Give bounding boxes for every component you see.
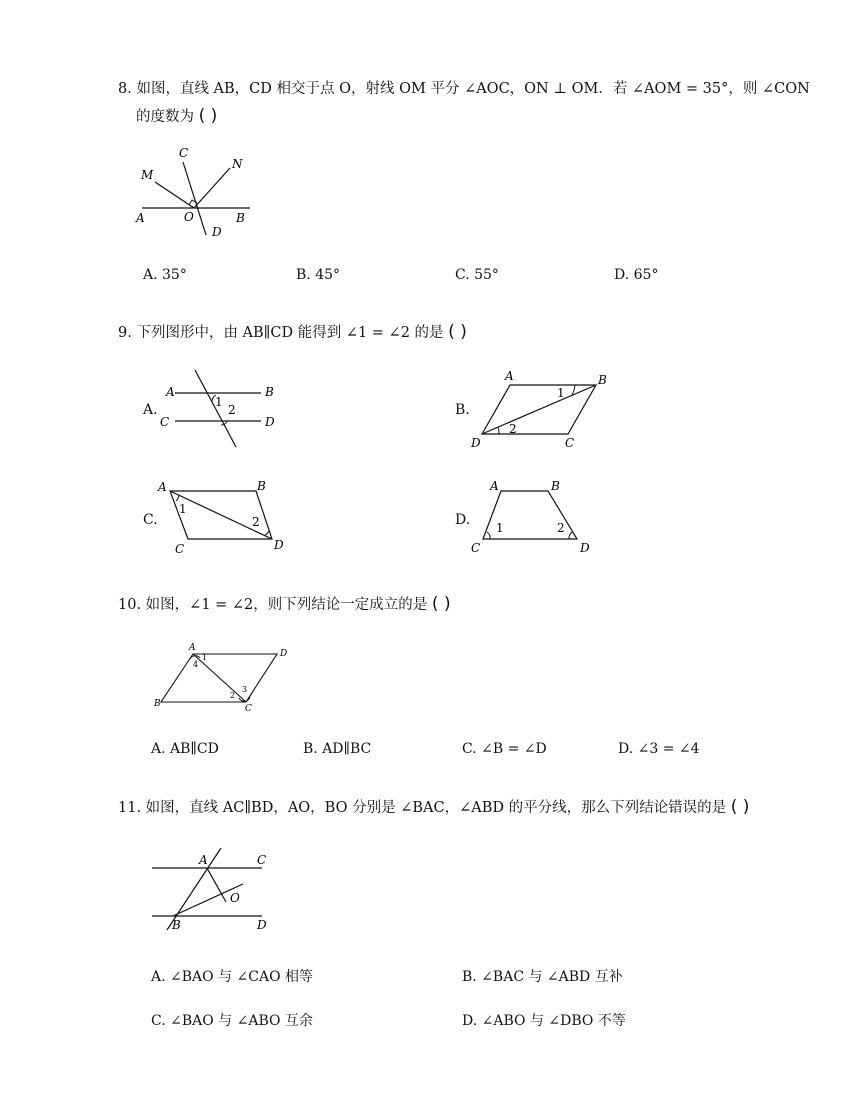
q9b-label-b: B — [598, 373, 607, 387]
q9-option-c[interactable]: C. — [143, 512, 158, 528]
q10-label-a: A — [189, 643, 196, 653]
q9-stem-text: 9. 下列图形中，由 AB∥CD 能得到 ∠1 = ∠2 的是 — [118, 325, 444, 341]
q8-label-n: N — [232, 157, 243, 171]
q8-option-b[interactable]: B. 45° — [296, 267, 341, 283]
q8-label-b: B — [236, 211, 245, 225]
q9-figure-a — [158, 370, 288, 452]
q8-ray-om — [155, 182, 194, 208]
q10-diagonal-ac — [193, 654, 246, 702]
q8-label-c: C — [179, 146, 189, 160]
q10-angle1-label: 1 — [202, 653, 208, 662]
q10-angle2-label: 2 — [230, 691, 236, 700]
q8-label-a: A — [136, 211, 145, 225]
q9-figure-d — [468, 476, 598, 558]
q8-figure — [130, 140, 260, 245]
q9b-angle1-arc — [572, 385, 575, 395]
q9d-angle2-arc — [569, 532, 572, 539]
q10-label-d: D — [280, 649, 288, 659]
q10-label-b: B — [154, 699, 161, 709]
q11-label-o: O — [230, 891, 240, 905]
q9-answer-bracket[interactable]: ( ) — [448, 322, 467, 342]
q9a-label-b: B — [265, 385, 274, 399]
q9c-label-b: B — [257, 479, 266, 493]
q9-option-b[interactable]: B. — [455, 402, 470, 418]
q8-option-d[interactable]: D. 65° — [614, 267, 659, 283]
q9-stem — [118, 322, 467, 343]
q8-stem-text: 的度数为 — [136, 109, 194, 125]
q9d-label-b: B — [551, 479, 560, 493]
q8-answer-bracket[interactable]: ( ) — [198, 106, 218, 126]
q9c-label-c: C — [175, 542, 185, 556]
q10-option-a[interactable]: A. AB∥CD — [151, 741, 219, 757]
q10-angle4-label: 4 — [193, 660, 199, 669]
q9a-label-a: A — [166, 385, 175, 399]
q9b-diagonal-bd — [482, 385, 596, 434]
q8-stem-line2 — [136, 106, 217, 127]
q9-option-d[interactable]: D. — [455, 512, 471, 528]
q10-angle3-label: 3 — [242, 685, 248, 694]
q9d-label-c: C — [471, 541, 481, 555]
q10-answer-bracket[interactable]: ( ) — [431, 594, 451, 614]
q11-label-b: B — [172, 918, 181, 932]
q9a-angle1-label: 1 — [215, 395, 223, 409]
q9b-angle1-label: 1 — [557, 386, 565, 400]
q10-label-c: C — [245, 704, 252, 714]
q9a-angle2-label: 2 — [228, 403, 236, 417]
q10-option-c[interactable]: C. ∠B = ∠D — [462, 741, 547, 757]
q10-option-d[interactable]: D. ∠3 = ∠4 — [618, 741, 700, 757]
q9d-label-d: D — [580, 541, 590, 555]
q11-answer-bracket[interactable]: ( ) — [730, 797, 750, 817]
q8-option-a[interactable]: A. 35° — [143, 267, 187, 283]
q11-option-b[interactable]: B. ∠BAC 与 ∠ABD 互补 — [462, 969, 623, 985]
q9b-angle2-label: 2 — [509, 422, 517, 436]
q9-figure-c — [155, 476, 295, 558]
q8-stem-line1: 8. 如图，直线 AB，CD 相交于点 O，射线 OM 平分 ∠AOC，ON ⊥ OM．若 ∠AOM = 35°，则 ∠CON — [118, 81, 810, 97]
q11-stem-text: 11. 如图，直线 AC∥BD，AO，BO 分别是 ∠BAC，∠ABD 的平分线，那么下列结论错误的是 — [118, 800, 727, 816]
q9b-label-d: D — [471, 436, 481, 450]
q11-figure — [145, 844, 285, 936]
q11-option-d[interactable]: D. ∠ABO 与 ∠DBO 不等 — [462, 1013, 626, 1029]
q8-ray-on — [194, 168, 230, 208]
q9c-angle2-arc — [265, 531, 269, 535]
q9d-angle2-label: 2 — [557, 521, 565, 535]
q10-stem — [118, 594, 451, 615]
q9c-angle2-label: 2 — [252, 515, 260, 529]
q11-label-d: D — [257, 918, 267, 932]
q9b-label-a: A — [505, 369, 514, 383]
q9c-angle1-label: 1 — [179, 502, 187, 516]
q8-label-o: O — [184, 210, 194, 224]
q9c-label-d: D — [274, 538, 284, 552]
q9a-label-d: D — [265, 415, 275, 429]
q10-option-b[interactable]: B. AD∥BC — [303, 741, 372, 757]
q11-bisector-ao — [207, 868, 226, 902]
q9b-label-c: C — [565, 436, 575, 450]
q10-stem-text: 10. 如图，∠1 = ∠2，则下列结论一定成立的是 — [118, 597, 428, 613]
q8-label-m: M — [141, 168, 154, 182]
q11-option-a[interactable]: A. ∠BAO 与 ∠CAO 相等 — [151, 969, 313, 985]
q9c-angle1-arc — [176, 495, 179, 501]
q9-option-a[interactable]: A. — [143, 402, 158, 418]
q9d-angle1-arc — [487, 532, 490, 539]
q9a-label-c: C — [160, 415, 170, 429]
q9-figure-b — [468, 366, 618, 452]
q8-label-d: D — [212, 225, 222, 239]
q10-figure — [150, 640, 300, 715]
q8-option-c[interactable]: C. 55° — [455, 267, 499, 283]
q9d-angle1-label: 1 — [496, 521, 504, 535]
q11-option-c[interactable]: C. ∠BAO 与 ∠ABO 互余 — [151, 1013, 313, 1029]
q9d-label-a: A — [490, 479, 499, 493]
q9c-label-a: A — [158, 480, 167, 494]
q11-label-a: A — [199, 853, 208, 867]
q9b-angle2-arc — [498, 427, 499, 434]
q11-label-c: C — [257, 853, 267, 867]
q11-stem — [118, 797, 749, 818]
